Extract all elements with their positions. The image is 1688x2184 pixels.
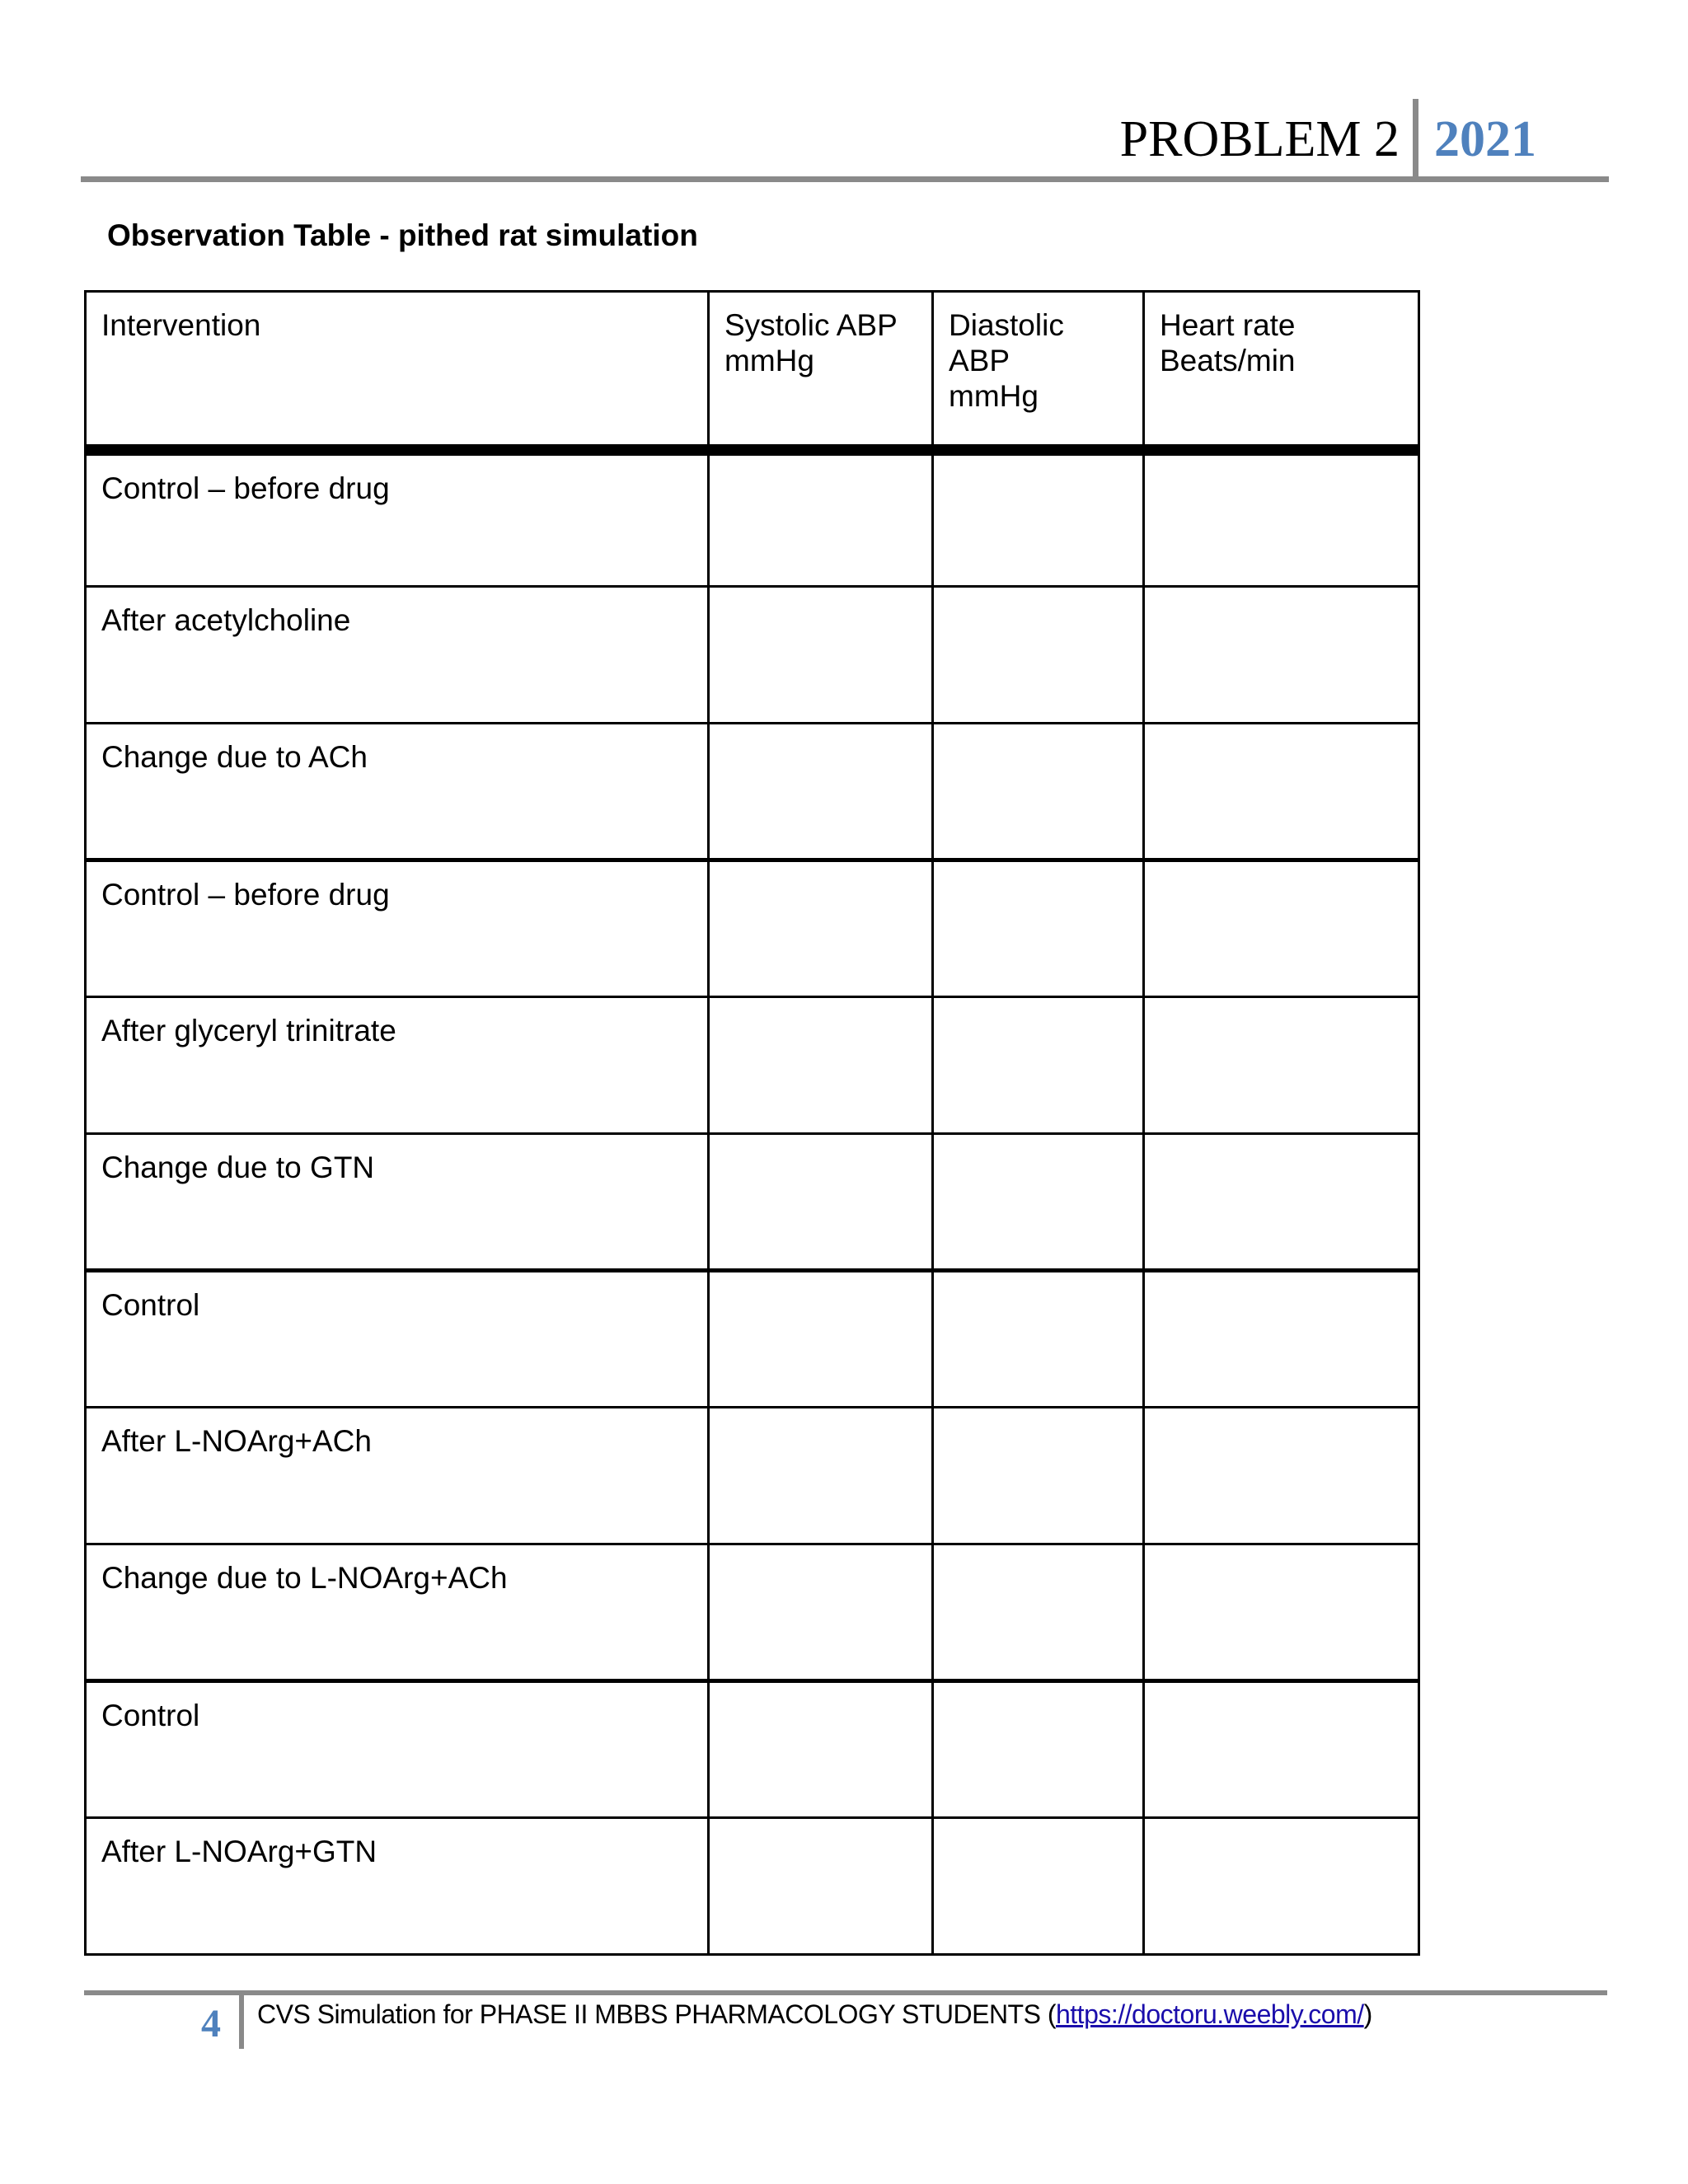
diastolic-cell[interactable] (933, 1681, 1144, 1818)
observation-table (84, 290, 1420, 1956)
intervention-cell: Control (86, 1271, 709, 1408)
table-row (86, 450, 1419, 587)
table-header-row (86, 292, 1419, 450)
footer-label-end: ) (1363, 1999, 1372, 2029)
footer-link[interactable]: https://doctoru.weebly.com/ (1055, 1999, 1364, 2029)
page-number: 4 (201, 2002, 221, 2046)
table-row (86, 1818, 1419, 1955)
intervention-cell: Control (86, 1681, 709, 1818)
diastolic-cell[interactable] (933, 1134, 1144, 1271)
header-diastolic-abp: Diastolic ABP mmHg (933, 292, 1144, 450)
heart-rate-cell[interactable] (1144, 1134, 1419, 1271)
table-row (86, 860, 1419, 997)
diastolic-cell[interactable] (933, 1544, 1144, 1681)
systolic-cell[interactable] (709, 997, 933, 1134)
footer-rule (84, 1990, 1607, 1995)
table-row (86, 1134, 1419, 1271)
intervention-cell: Control – before drug (86, 450, 709, 587)
header-systolic-abp: Systolic ABP mmHg (709, 292, 933, 450)
table-row (86, 1681, 1419, 1818)
heart-rate-cell[interactable] (1144, 1408, 1419, 1544)
intervention-cell: Control – before drug (86, 860, 709, 997)
diastolic-cell[interactable] (933, 724, 1144, 860)
table-row (86, 1271, 1419, 1408)
heart-rate-cell[interactable] (1144, 860, 1419, 997)
intervention-cell: Change due to GTN (86, 1134, 709, 1271)
intervention-cell: After L-NOArg+ACh (86, 1408, 709, 1544)
intervention-cell: Change due to L-NOArg+ACh (86, 1544, 709, 1681)
heart-rate-cell[interactable] (1144, 1818, 1419, 1955)
heart-rate-cell[interactable] (1144, 997, 1419, 1134)
diastolic-cell[interactable] (933, 1408, 1144, 1544)
diastolic-cell[interactable] (933, 1818, 1144, 1955)
heart-rate-cell[interactable] (1144, 1544, 1419, 1681)
table-row (86, 997, 1419, 1134)
heart-rate-cell[interactable] (1144, 587, 1419, 724)
footer-divider (239, 1993, 244, 2049)
table-row (86, 587, 1419, 724)
systolic-cell[interactable] (709, 724, 933, 860)
footer-text (257, 1998, 1372, 2031)
table-row (86, 1408, 1419, 1544)
intervention-cell: After L-NOArg+GTN (86, 1818, 709, 1955)
page-header-title: PROBLEM 2 (1119, 111, 1400, 167)
heart-rate-cell[interactable] (1144, 1271, 1419, 1408)
heart-rate-cell[interactable] (1144, 450, 1419, 587)
systolic-cell[interactable] (709, 1818, 933, 1955)
systolic-cell[interactable] (709, 450, 933, 587)
systolic-cell[interactable] (709, 1271, 933, 1408)
diastolic-cell[interactable] (933, 587, 1144, 724)
intervention-cell: After glyceryl trinitrate (86, 997, 709, 1134)
systolic-cell[interactable] (709, 1134, 933, 1271)
systolic-cell[interactable] (709, 860, 933, 997)
diastolic-cell[interactable] (933, 450, 1144, 587)
diastolic-cell[interactable] (933, 1271, 1144, 1408)
table-caption: Observation Table - pithed rat simulation (107, 218, 698, 252)
header-heart-rate: Heart rate Beats/min (1144, 292, 1419, 450)
heart-rate-cell[interactable] (1144, 724, 1419, 860)
systolic-cell[interactable] (709, 1544, 933, 1681)
footer-label: CVS Simulation for PHASE II MBBS PHARMACOLOGY STUDENTS ( (257, 1999, 1056, 2029)
table-row (86, 724, 1419, 860)
page-header-year: 2021 (1434, 111, 1536, 167)
table-row (86, 1544, 1419, 1681)
systolic-cell[interactable] (709, 587, 933, 724)
intervention-cell: After acetylcholine (86, 587, 709, 724)
systolic-cell[interactable] (709, 1408, 933, 1544)
intervention-cell: Change due to ACh (86, 724, 709, 860)
header-intervention: Intervention (86, 292, 709, 450)
header-rule (81, 176, 1609, 182)
heart-rate-cell[interactable] (1144, 1681, 1419, 1818)
header-divider (1413, 99, 1418, 180)
systolic-cell[interactable] (709, 1681, 933, 1818)
diastolic-cell[interactable] (933, 860, 1144, 997)
diastolic-cell[interactable] (933, 997, 1144, 1134)
